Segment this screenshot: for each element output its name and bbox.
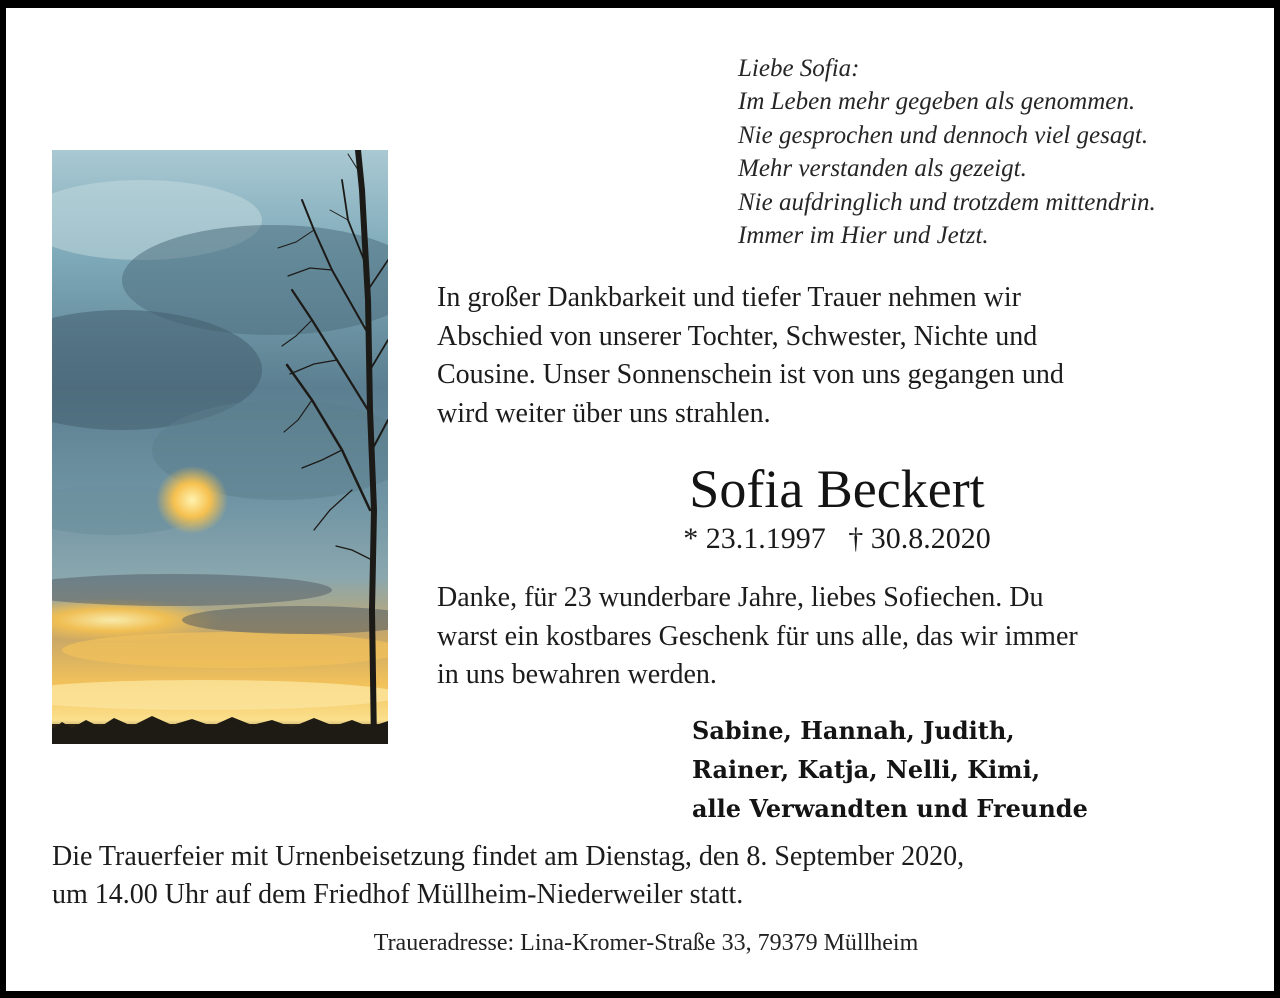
birth-date: * 23.1.1997 [683, 522, 826, 555]
thanks-text [437, 579, 1257, 695]
mourning-address: Traueradresse: Lina-Kromer-Straße 33, 79379 Müllheim [373, 930, 919, 956]
poem [738, 52, 1156, 252]
poem-line: Immer im Hier und Jetzt. [738, 222, 989, 250]
life-dates [437, 520, 1237, 558]
sunset-tree-photo [52, 150, 388, 744]
signer-line: alle Verwandten und Freunde [692, 794, 1088, 823]
intro-text [437, 279, 1257, 433]
signer-line: Rainer, Katja, Nelli, Kimi, [692, 755, 1041, 784]
intro-line: Abschied von unserer Tochter, Schwester, Nichte und [437, 320, 1038, 352]
poem-line: Nie gesprochen und dennoch viel gesagt. [738, 121, 1149, 149]
intro-line: Cousine. Unser Sonnenschein ist von uns gegangen und [437, 359, 1064, 390]
poem-line: Mehr verstanden als gezeigt. [738, 155, 1027, 183]
thanks-line: Danke, für 23 wunderbare Jahre, liebes Sofiechen. Du [437, 582, 1044, 613]
intro-line: In großer Dankbarkeit und tiefer Trauer nehmen wir [437, 282, 1021, 313]
signers [692, 711, 1088, 828]
funeral-line: um 14.00 Uhr auf dem Friedhof Müllheim-Niederweiler statt. [52, 879, 744, 910]
deceased-name: Sofia Beckert [689, 459, 985, 519]
poem-line: Liebe Sofia: [738, 55, 860, 82]
death-date: † 30.8.2020 [848, 522, 991, 555]
poem-line: Nie aufdringlich und trotzdem mittendrin. [738, 188, 1156, 216]
intro-line: wird weiter über uns strahlen. [437, 397, 771, 429]
funeral-info [52, 838, 1252, 914]
signer-line: Sabine, Hannah, Judith, [692, 716, 1015, 745]
funeral-line: Die Trauerfeier mit Urnenbeisetzung findet am Dienstag, den 8. September 2020, [52, 841, 965, 872]
thanks-line: in uns bewahren werden. [437, 659, 717, 690]
poem-line: Im Leben mehr gegeben als genommen. [738, 88, 1136, 116]
thanks-line: warst ein kostbares Geschenk für uns alle, das wir immer [437, 620, 1078, 652]
